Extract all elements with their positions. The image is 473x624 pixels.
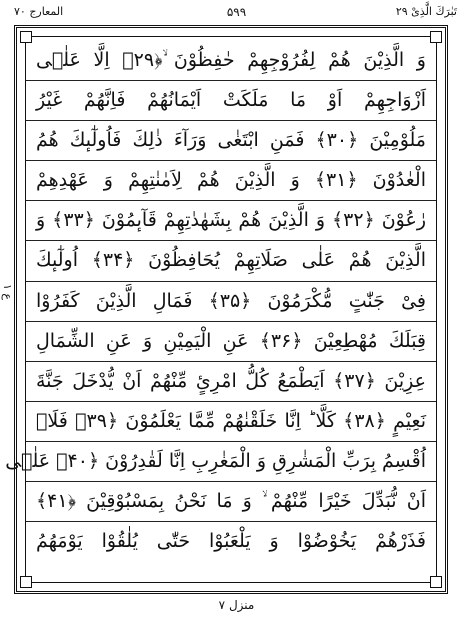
- verse-line: نَعِیْمٍ ﴿۳۸﴾ كَلَّا ؕ اِنَّا خَلَقْنٰهُمْ مِّمَّا یَعْلَمُوْنَ ﴿۳۹﴾ فَلَاۤ: [26, 402, 436, 442]
- page-number: ۵۹۹: [226, 5, 247, 19]
- ruku-marker: ع ۱: [1, 284, 14, 300]
- verse-line: اَزْوَاجِهِمْ اَوْ مَا مَلَكَتْ اَیْمَانُهُمْ فَاِنَّهُمْ غَیْرُ: [26, 81, 436, 121]
- verse-line: عِزِیْنَ ﴿۳۷﴾ اَیَطْمَعُ كُلُّ امْرِئٍ مِّنْهُمْ اَنْ یُّدْخَلَ جَنَّةَ: [26, 362, 436, 402]
- verse-line: قِبَلَكَ مُهْطِعِیْنَ ﴿۳۶﴾ عَنِ الْیَمِیْنِ وَ عَنِ الشِّمَالِ: [26, 322, 436, 362]
- manzil-marker: منزل ۷: [218, 598, 255, 612]
- verse-line: اُقْسِمُ بِرَبِّ الْمَشٰرِقِ وَ الْمَغٰرِبِ اِنَّا لَقٰدِرُوْنَ ﴿۴۰﴾ عَلٰۤى: [26, 442, 436, 482]
- verse-line: فَذَرْهُمْ یَخُوْضُوْا وَ یَلْعَبُوْا حَتّٰى یُلٰقُوْا یَوْمَهُمُ: [36, 530, 426, 553]
- surah-name: المعارج ۷۰: [14, 5, 64, 18]
- verse-line: رٰعُوْنَ ﴿۳۲﴾ وَ الَّذِیْنَ هُمْ بِشَهٰدٰتِهِمْ قَآىٕمُوْنَ ﴿۳۳﴾ وَ: [26, 201, 436, 241]
- verse-line: الْعٰدُوْنَ ﴿۳۱﴾ وَ الَّذِیْنَ هُمْ لِاَمٰنٰتِهِمْ وَ عَهْدِهِمْ: [26, 161, 436, 201]
- verse-line: وَ الَّذِیْنَ هُمْ لِفُرُوْجِهِمْ حٰفِظُوْنَ ۙ﴿۲۹﴾ اِلَّا عَلٰۤى: [26, 41, 436, 81]
- verse-line: فِیْ جَنّٰتٍ مُّكْرَمُوْنَ ﴿۳۵﴾ فَمَالِ الَّذِیْنَ كَفَرُوْا: [26, 282, 436, 322]
- juz-name: تَبٰرَكَ الَّذِیْ ۲۹: [395, 5, 457, 18]
- verse-line: مَلُوْمِیْنَ ﴿۳۰﴾ فَمَنِ ابْتَغٰى وَرَآءَ ذٰلِكَ فَاُولٰٓىٕكَ هُمُ: [26, 121, 436, 161]
- verse-line: اَنْ نُّبَدِّلَ خَیْرًا مِّنْهُمْ ۙ وَ مَا نَحْنُ بِمَسْبُوْقِیْنَ ﴿۴۱﴾: [26, 482, 436, 522]
- verse-line: الَّذِیْنَ هُمْ عَلٰى صَلَاتِهِمْ یُحَافِظُوْنَ ﴿۳۴﴾ اُولٰٓىٕكَ: [26, 241, 436, 281]
